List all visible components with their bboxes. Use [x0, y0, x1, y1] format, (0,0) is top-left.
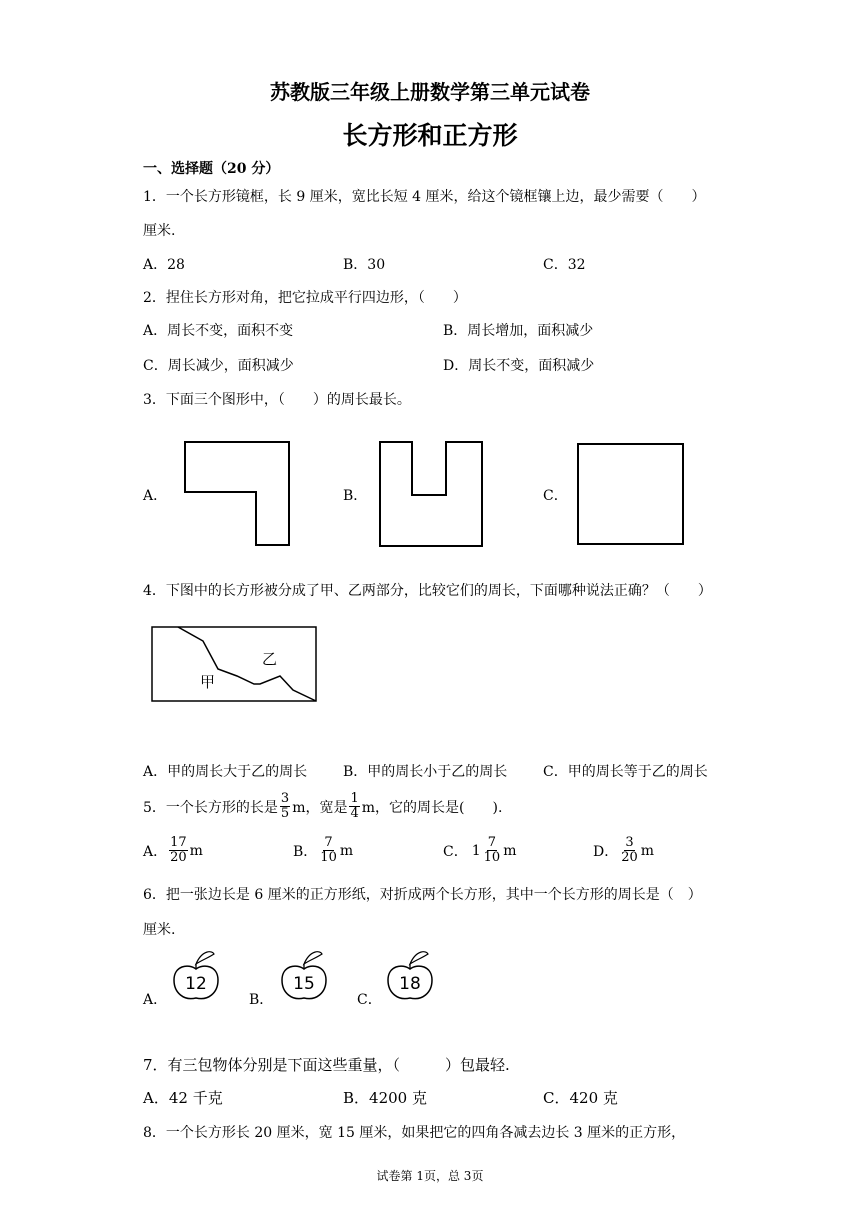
shape-c-square-figure: [574, 440, 689, 548]
question-2-option-b: B．周长增加，面积减少: [443, 323, 594, 339]
question-3-text: 3．下面三个图形中，（ ）的周长最长。: [143, 392, 411, 408]
unit: m: [640, 842, 655, 859]
question-7-option-c: C．420 克: [543, 1089, 618, 1107]
unit: m: [339, 842, 354, 859]
whole-part: 1: [471, 842, 481, 859]
length-denominator: 5: [280, 806, 290, 821]
numerator: 17: [170, 835, 187, 850]
question-3-label-b: B．: [343, 488, 368, 504]
option-label: A．: [143, 843, 168, 860]
apple-value: 12: [185, 974, 207, 994]
width-fraction: [349, 792, 359, 821]
numerator: 7: [487, 835, 497, 850]
question-2-text: 2．捏住长方形对角，把它拉成平行四边形，（ ）: [143, 290, 467, 306]
question-5-mid: m，宽是: [292, 799, 348, 816]
region-label-jia: 甲: [200, 673, 216, 691]
unit: m: [189, 842, 203, 859]
question-6-text: 6．把一张边长是 6 厘米的正方形纸，对折成两个长方形，其中一个长方形的周长是（ ）: [143, 887, 702, 903]
shape-a-l-figure: [180, 438, 300, 550]
question-3-label-c: C．: [543, 488, 568, 504]
option-label: C．: [443, 843, 468, 860]
question-7-text: 7．有三包物体分别是下面这些重量，（ ）包最轻.: [143, 1056, 510, 1074]
section-heading: 一、选择题（20 分）: [143, 161, 280, 177]
question-5-option-a: [143, 836, 203, 865]
question-3-label-a: A．: [143, 488, 168, 504]
question-7-option-b: B．4200 克: [343, 1089, 427, 1107]
denominator: 10: [320, 850, 337, 865]
shape-b-u-figure: [376, 438, 491, 550]
question-2-option-d: D．周长不变，面积减少: [443, 358, 595, 374]
question-4-text: 4．下图中的长方形被分成了甲、乙两部分，比较它们的周长，下面哪种说法正确？（ ）: [143, 583, 712, 599]
denominator: 20: [170, 850, 187, 865]
option-label: B．: [293, 843, 318, 860]
exam-subtitle: 长方形和正方形: [342, 121, 518, 150]
question-6-label-c: C．: [357, 992, 382, 1008]
question-6-text-cont: 厘米.: [143, 922, 176, 938]
question-4-option-a: A．甲的周长大于乙的周长: [143, 764, 308, 780]
option-label: D．: [593, 843, 619, 860]
option-fraction: [620, 836, 639, 865]
unit: m: [503, 842, 517, 859]
divided-rectangle-figure: [150, 624, 320, 704]
question-1-text-cont: 厘米.: [143, 223, 176, 239]
question-2-option-a: A．周长不变，面积不变: [143, 323, 294, 339]
apple-icon: [276, 946, 332, 1006]
question-5-option-b: [293, 836, 353, 865]
question-5-suffix: m，它的周长是( ).: [361, 799, 503, 816]
length-numerator: 3: [280, 791, 290, 806]
question-5-option-d: [593, 836, 654, 865]
region-label-yi: 乙: [262, 650, 278, 668]
numerator: 3: [625, 835, 634, 850]
question-6-label-b: B．: [249, 992, 274, 1008]
question-1-option-b: B．30: [343, 257, 386, 273]
question-2-option-c: C．周长减少，面积减少: [143, 358, 294, 374]
denominator: 20: [621, 850, 638, 865]
length-fraction: [280, 792, 290, 821]
question-1-option-a: A．28: [143, 257, 185, 273]
numerator: 7: [324, 835, 333, 850]
width-numerator: 1: [350, 791, 359, 806]
question-8-text: 8．一个长方形长 20 厘米，宽 15 厘米，如果把它的四角各减去边长 3 厘米的正方形，: [143, 1125, 686, 1141]
question-6-label-a: A．: [143, 992, 168, 1008]
question-1-text: 1．一个长方形镜框，长 9 厘米，宽比长短 4 厘米，给这个镜框镶上边，最少需要（ ）: [143, 189, 706, 205]
option-fraction: [483, 836, 502, 865]
page-footer: 试卷第 1页，总 3页: [376, 1169, 484, 1183]
width-denominator: 4: [350, 806, 359, 821]
question-5-prefix: 5．一个长方形的长是: [143, 799, 278, 816]
denominator: 10: [483, 850, 501, 865]
exam-title: 苏教版三年级上册数学第三单元试卷: [270, 80, 590, 104]
option-fraction: [169, 836, 188, 865]
question-7-option-a: A．42 千克: [143, 1089, 223, 1107]
question-5-text: [143, 792, 502, 821]
apple-icon: [168, 946, 224, 1006]
option-fraction: [319, 836, 338, 865]
apple-icon: [382, 946, 438, 1006]
question-4-option-c: C．甲的周长等于乙的周长: [543, 764, 708, 780]
question-5-option-c: [443, 836, 516, 865]
question-4-option-b: B．甲的周长小于乙的周长: [343, 764, 508, 780]
question-1-option-c: C．32: [543, 257, 586, 273]
apple-value: 18: [399, 974, 421, 994]
apple-value: 15: [293, 974, 315, 994]
